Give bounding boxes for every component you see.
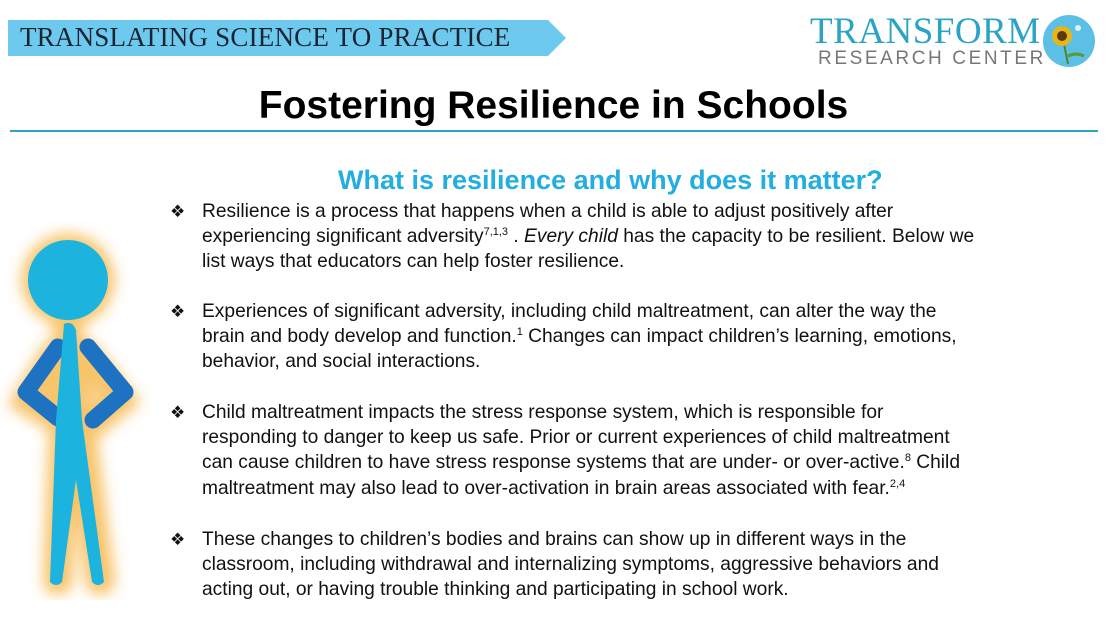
page-title: Fostering Resilience in Schools <box>258 84 849 127</box>
paragraph-line <box>202 577 939 602</box>
text-segment: Child <box>910 452 960 474</box>
bullet-diamond-icon: ❖ <box>170 530 186 549</box>
section-banner <box>8 18 568 58</box>
bullet-paragraph <box>202 400 960 501</box>
paragraph-line <box>202 476 960 501</box>
bullet-paragraph <box>202 527 939 603</box>
logo-title: TRANSFORM <box>810 11 1041 52</box>
paragraph-line <box>202 349 957 374</box>
text-segment: can cause children to have stress response systems that are under- or over-active. <box>202 452 905 474</box>
title-divider <box>10 130 1098 132</box>
text-segment: list ways that educators can help foster resilience. <box>202 251 625 273</box>
bullet-paragraph <box>202 299 957 375</box>
paragraph-line <box>202 249 974 274</box>
text-segment: Child maltreatment impacts the stress response system, which is responsible for <box>202 402 884 423</box>
text-segment: classroom, including withdrawal and internalizing symptoms, aggressive behaviors and <box>202 554 939 576</box>
text-segment: acting out, or having trouble thinking and participating in school work. <box>202 579 789 601</box>
emphasis-text: Every child <box>524 226 618 248</box>
text-segment: maltreatment may also lead to over-activation in brain areas associated with fear. <box>202 477 890 499</box>
text-segment: These changes to children’s bodies and brains can show up in different ways in the <box>202 529 907 550</box>
paragraph-line <box>202 450 960 475</box>
text-segment: experiencing significant adversity <box>202 226 484 248</box>
text-segment: behavior, and social interactions. <box>202 351 481 373</box>
logo-subtitle: RESEARCH CENTER <box>818 48 1046 69</box>
citation-superscript: 7,1,3 <box>483 226 509 239</box>
text-segment: brain and body develop and function. <box>202 326 517 348</box>
paragraph-line <box>202 224 974 249</box>
paragraph-line <box>202 527 939 552</box>
transform-logo <box>806 10 1101 72</box>
bullet-diamond-icon: ❖ <box>170 403 186 422</box>
text-segment: Resilience is a process that happens when a child is able to adjust positively after <box>202 201 894 222</box>
paragraph-line <box>202 400 960 425</box>
text-segment: responding to danger to keep us safe. Prior or current experiences of child maltreatment <box>202 427 950 449</box>
bullet-diamond-icon: ❖ <box>170 302 186 321</box>
text-segment: . <box>508 226 525 248</box>
paragraph-line <box>202 199 974 224</box>
paragraph-line <box>202 324 957 349</box>
section-heading: What is resilience and why does it matter? <box>338 165 883 195</box>
paragraph-line <box>202 552 939 577</box>
citation-superscript: 8 <box>904 452 911 465</box>
citation-superscript: 2,4 <box>889 477 906 490</box>
citation-superscript: 1 <box>516 326 523 339</box>
paragraph-line <box>202 299 957 324</box>
sunflower-icon <box>1042 14 1096 68</box>
paragraph-line <box>202 425 960 450</box>
bullet-paragraph <box>202 199 974 275</box>
bullet-diamond-icon: ❖ <box>170 202 186 221</box>
text-segment: Experiences of significant adversity, including child maltreatment, can alter the way the <box>202 301 937 322</box>
resilient-child-figure-icon <box>0 220 160 600</box>
banner-text: TRANSLATING SCIENCE TO PRACTICE <box>20 22 511 52</box>
text-segment: has the capacity to be resilient. Below we <box>617 226 975 248</box>
text-segment: Changes can impact children’s learning, emotions, <box>522 326 957 348</box>
